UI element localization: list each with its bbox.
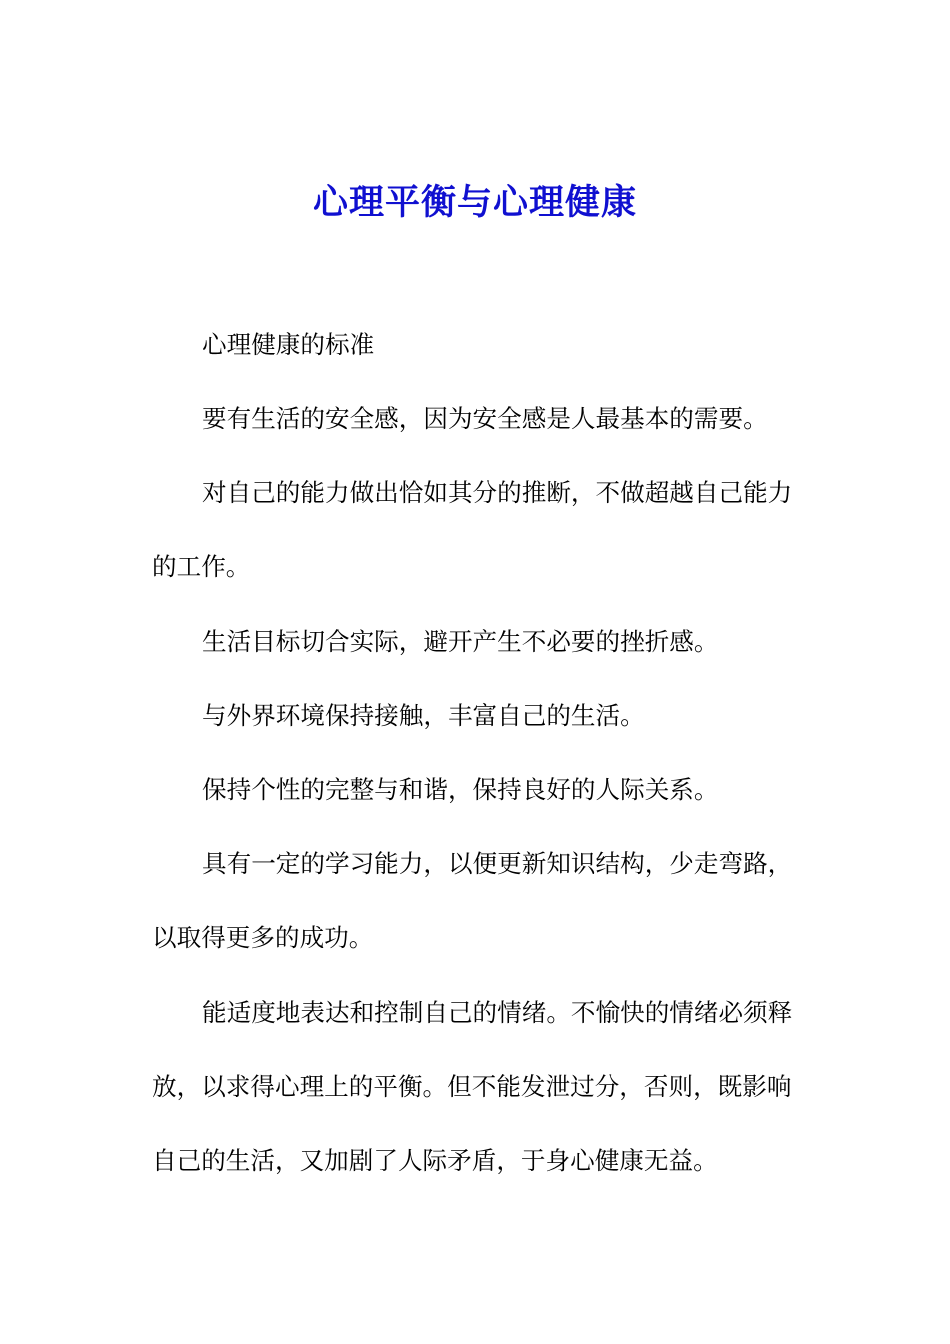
paragraph: 与外界环境保持接触，丰富自己的生活。: [202, 701, 645, 730]
document-title: 心理平衡与心理健康: [312, 182, 637, 223]
paragraph: 保持个性的完整与和谐，保持良好的人际关系。: [202, 775, 719, 804]
paragraph: 能适度地表达和控制自己的情绪。不愉快的情绪必须释放，以求得心理上的平衡。但不能发泄过分，否则，既影响自己的生活，又加剧了人际矛盾，于身心健康无益。: [152, 998, 793, 1175]
paragraph: 具有一定的学习能力，以便更新知识结构，少走弯路，以取得更多的成功。: [152, 849, 793, 952]
document-body: [152, 326, 800, 1217]
paragraph-heading: 心理健康的标准: [202, 330, 375, 359]
paragraph: 对自己的能力做出恰如其分的推断，不做超越自己能力的工作。: [152, 478, 793, 581]
paragraph: 要有生活的安全感，因为安全感是人最基本的需要。: [202, 404, 768, 433]
paragraph: 生活目标切合实际，避开产生不必要的挫折感。: [202, 627, 719, 656]
